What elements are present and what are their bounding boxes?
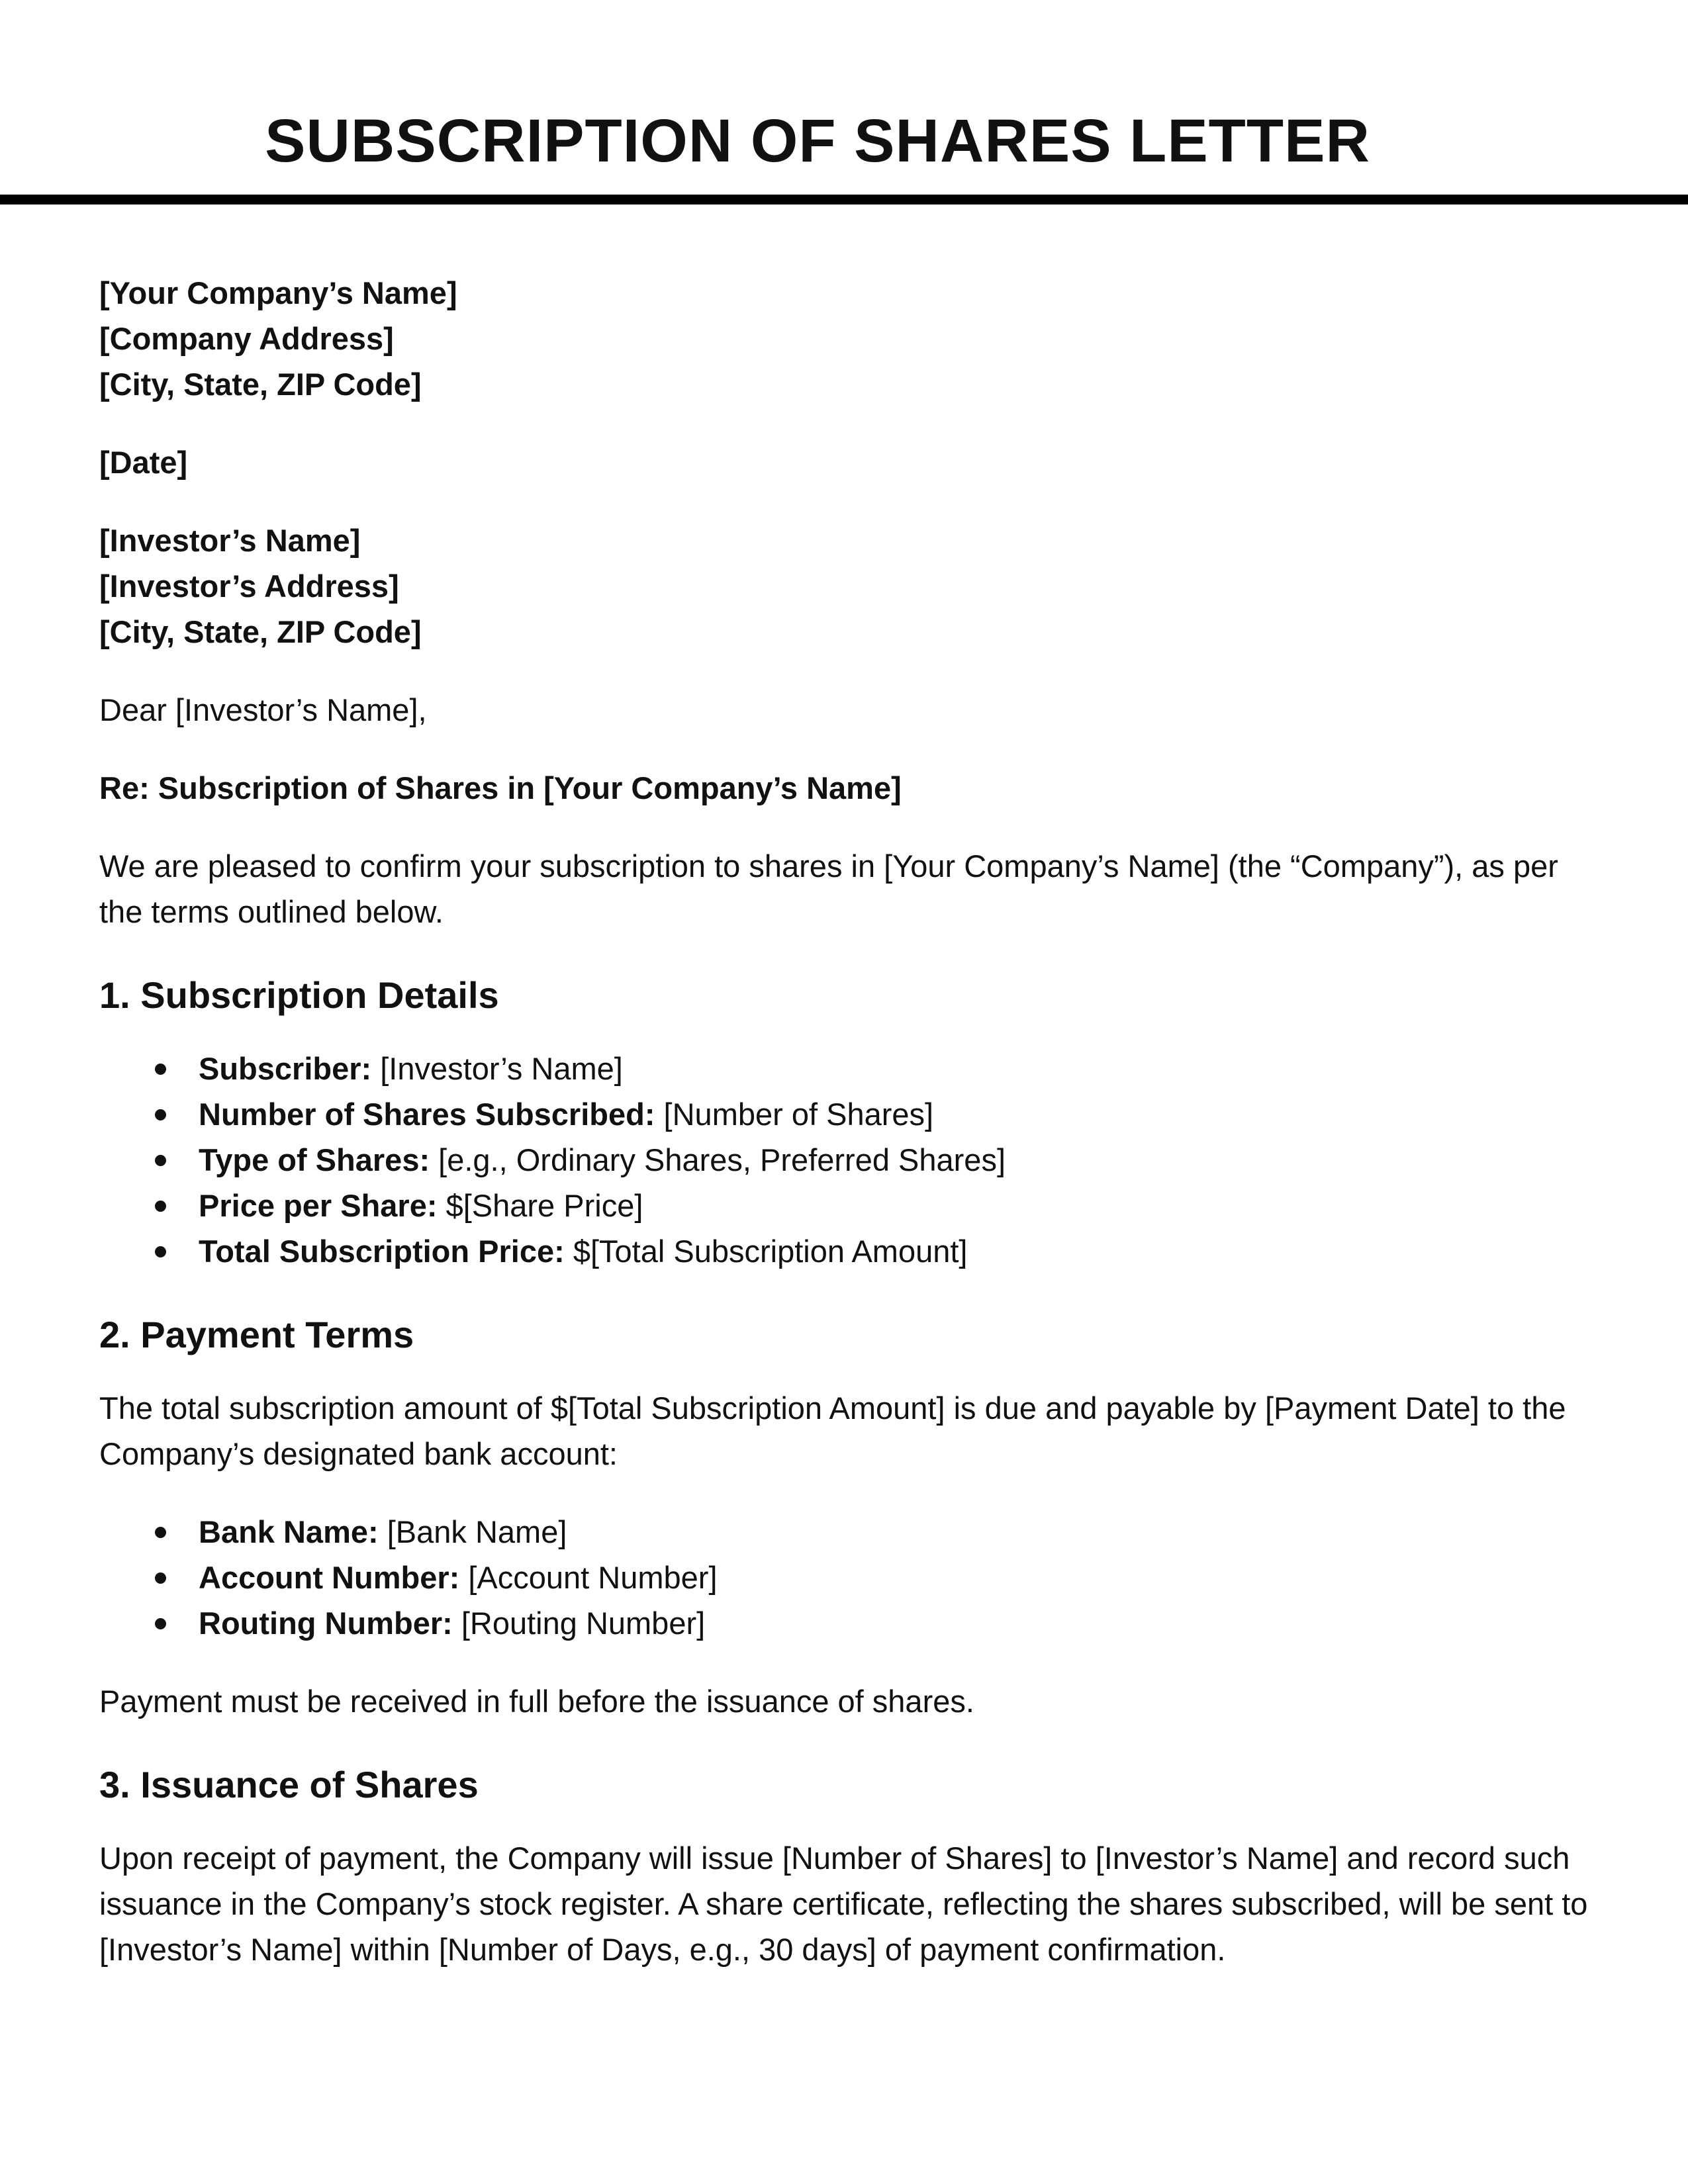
sender-company-name: [Your Company’s Name]: [99, 275, 457, 310]
recipient-address: [Investor’s Address]: [99, 569, 399, 604]
list-item: [99, 1046, 1595, 1091]
recipient-name: [Investor’s Name]: [99, 523, 361, 558]
list-item: [99, 1509, 1595, 1555]
item-value: [Investor’s Name]: [371, 1051, 623, 1086]
item-value: [Number of Shares]: [655, 1097, 934, 1132]
bullet-icon: [155, 1155, 166, 1166]
payment-note: Payment must be received in full before the issuance of shares.: [99, 1684, 974, 1719]
list-item: [99, 1137, 1595, 1183]
list-item: [99, 1183, 1595, 1228]
bullet-icon: [155, 1618, 166, 1629]
item-value: [Bank Name]: [378, 1514, 567, 1549]
salutation: Dear [Investor’s Name],: [99, 692, 427, 727]
list-item: [99, 1228, 1595, 1274]
subscription-details-list: [99, 1046, 1595, 1274]
recipient-city-state-zip: [City, State, ZIP Code]: [99, 614, 422, 649]
item-label: Total Subscription Price:: [199, 1234, 565, 1269]
bullet-icon: [155, 1064, 166, 1075]
item-label: Bank Name:: [199, 1514, 379, 1549]
letter-date: [Date]: [99, 445, 188, 480]
item-label: Price per Share:: [199, 1188, 438, 1223]
item-label: Subscriber:: [199, 1051, 372, 1086]
bank-details-list: [99, 1509, 1595, 1646]
bullet-icon: [155, 1246, 166, 1257]
sender-city-state-zip: [City, State, ZIP Code]: [99, 367, 422, 402]
item-label: Routing Number:: [199, 1606, 453, 1641]
sender-block: [99, 270, 1595, 407]
title-divider: [0, 195, 1688, 205]
item-label: Number of Shares Subscribed:: [199, 1097, 655, 1132]
bullet-icon: [155, 1201, 166, 1212]
sender-company-address: [Company Address]: [99, 321, 394, 356]
item-value: $[Share Price]: [437, 1188, 643, 1223]
section-heading-payment-terms: 2. Payment Terms: [99, 1314, 414, 1355]
item-value: [Routing Number]: [452, 1606, 706, 1641]
item-value: [Account Number]: [459, 1560, 718, 1595]
bullet-icon: [155, 1527, 166, 1538]
item-value: $[Total Subscription Amount]: [564, 1234, 968, 1269]
item-label: Account Number:: [199, 1560, 460, 1595]
list-item: [99, 1555, 1595, 1600]
bullet-icon: [155, 1572, 166, 1584]
subject-line: Re: Subscription of Shares in [Your Company’s Name]: [99, 770, 902, 805]
item-value: [e.g., Ordinary Shares, Preferred Shares]: [430, 1142, 1006, 1177]
section-heading-subscription-details: 1. Subscription Details: [99, 974, 499, 1016]
recipient-block: [99, 518, 1595, 655]
issuance-paragraph: Upon receipt of payment, the Company will issue [Number of Shares] to [Investor’s Name] and record such issuance in the Company’s stock register. A share certificate, reflecting the shares subscribed, will be sent to [Investor’s Name] within [Number of Days, e.g., 30 days] of payment confirmation.: [99, 1841, 1588, 1967]
bullet-icon: [155, 1109, 166, 1120]
item-label: Type of Shares:: [199, 1142, 430, 1177]
section-heading-issuance-of-shares: 3. Issuance of Shares: [99, 1764, 479, 1805]
payment-terms-paragraph: The total subscription amount of $[Total Subscription Amount] is due and payable by [Payment Date] to the Company’s designated bank account:: [99, 1390, 1566, 1471]
letter-body: [99, 270, 1595, 1972]
intro-paragraph: We are pleased to confirm your subscription to shares in [Your Company’s Name] (the “Company”), as per the terms outlined below.: [99, 848, 1558, 929]
list-item: [99, 1600, 1595, 1646]
list-item: [99, 1091, 1595, 1137]
document-title: SUBSCRIPTION OF SHARES LETTER: [265, 107, 1370, 175]
